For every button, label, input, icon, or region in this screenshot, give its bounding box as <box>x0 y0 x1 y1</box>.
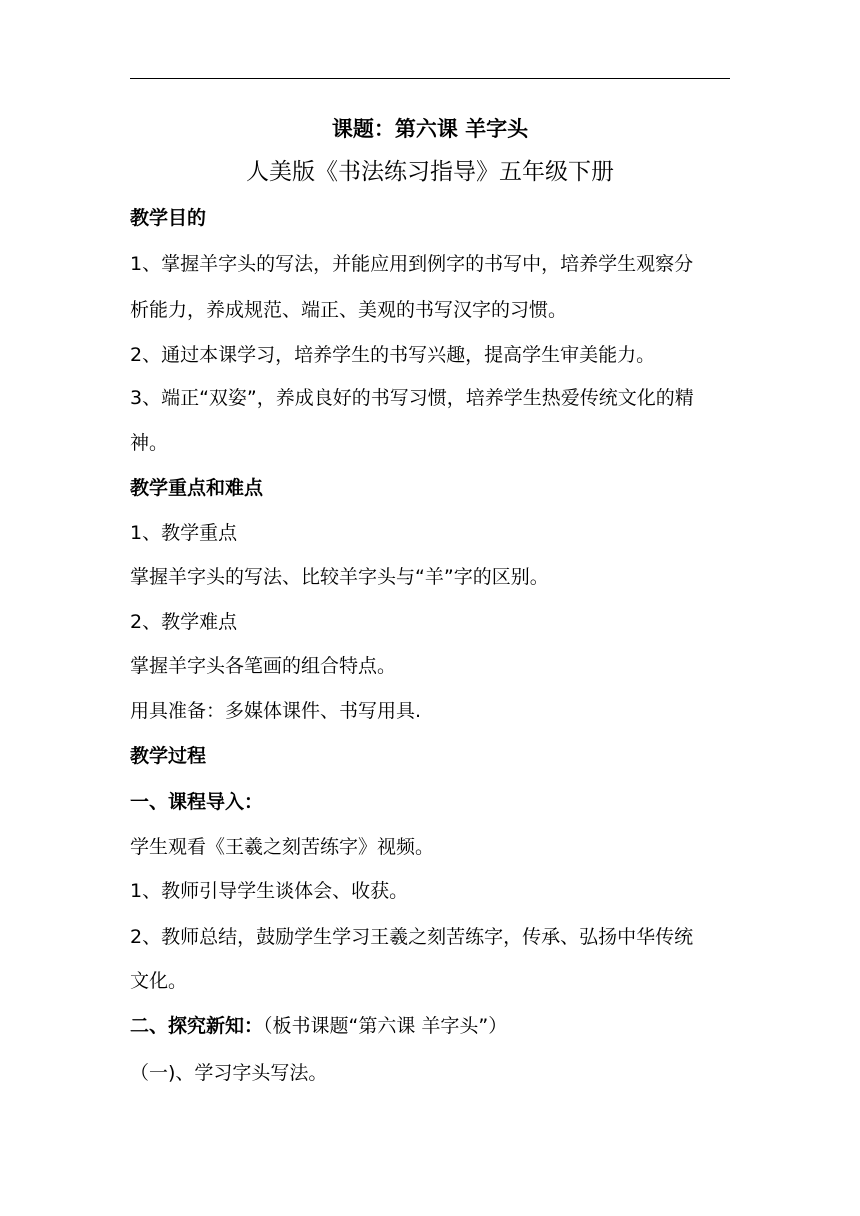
difficulty-label: 2、教学难点 <box>130 611 238 633</box>
part-1-text: 学生观看《王羲之刻苦练字》视频。 <box>130 836 435 858</box>
goal-item-3-line-2: 神。 <box>130 432 169 454</box>
process-heading: 教学过程 <box>130 745 207 767</box>
part-2-subheading: （一)、学习字头写法。 <box>130 1062 328 1084</box>
key-point-label: 1、教学重点 <box>130 522 238 544</box>
part-2-heading-label: 二、探究新知： <box>130 1015 264 1037</box>
lesson-title: 课题：第六课 羊字头 <box>331 117 529 141</box>
goals-heading: 教学目的 <box>130 207 207 229</box>
goal-item-1-line-1: 1、掌握羊字头的写法，并能应用到例字的书写中，培养学生观察分 <box>130 253 694 275</box>
difficulty-text: 掌握羊字头各笔画的组合特点。 <box>130 655 397 677</box>
focus-heading: 教学重点和难点 <box>130 477 264 499</box>
part-1-item-1: 1、教师引导学生谈体会、收获。 <box>130 880 409 902</box>
part-1-heading: 一、课程导入： <box>130 791 264 813</box>
part-1-item-2-line-1: 2、教师总结，鼓励学生学习王羲之刻苦练字，传承、弘扬中华传统 <box>130 926 694 948</box>
tools-text: 用具准备：多媒体课件、书写用具. <box>130 700 422 722</box>
part-2-heading <box>130 1014 730 1038</box>
part-1-item-2-line-2: 文化。 <box>130 970 188 992</box>
goal-item-1-line-2: 析能力，养成规范、端正、美观的书写汉字的习惯。 <box>130 299 568 321</box>
key-point-text: 掌握羊字头的写法、比较羊字头与“羊”字的区别。 <box>130 566 549 588</box>
lesson-subtitle: 人美版《书法练习指导》五年级下册 <box>246 159 614 185</box>
header-rule <box>130 78 730 79</box>
goal-item-3-line-1: 3、端正“双姿”，养成良好的书写习惯，培养学生热爱传统文化的精 <box>130 387 694 409</box>
part-2-heading-note: （板书课题“第六课 羊字头”） <box>263 1015 508 1037</box>
goal-item-2: 2、通过本课学习，培养学生的书写兴趣，提高学生审美能力。 <box>130 344 656 366</box>
